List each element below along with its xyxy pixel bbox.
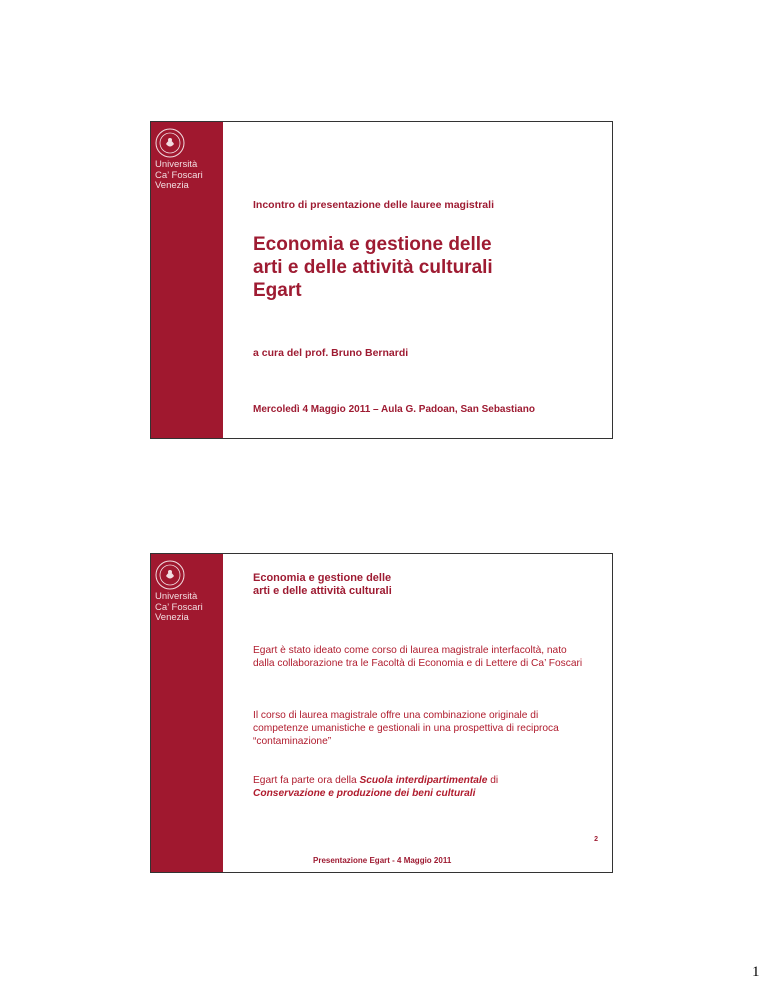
curator-line: a cura del prof. Bruno Bernardi — [253, 347, 409, 359]
paragraph-text: di — [487, 775, 499, 786]
event-line: Mercoledì 4 Maggio 2011 – Aula G. Padoan, San Sebastiano — [253, 404, 535, 415]
page-number: 1 — [752, 964, 760, 980]
paragraph-intro: Egart è stato ideato come corso di laurea magistrale interfacoltà, nato dalla collaborazione tra le Facoltà di Economia e di Lettere di Ca’ Foscari — [253, 645, 583, 669]
title-line: Egart — [253, 280, 302, 301]
university-line: Ca’ Foscari — [155, 169, 203, 181]
paragraph-school — [253, 774, 583, 800]
university-line: Venezia — [155, 180, 189, 191]
slide-2 — [150, 553, 613, 873]
slide-1 — [150, 121, 613, 439]
title-line: arti e delle attività culturali — [253, 257, 493, 278]
slide-number: 2 — [594, 836, 598, 843]
university-line: Università — [155, 591, 198, 602]
school-subject: Conservazione e produzione dei beni culturali — [253, 788, 476, 799]
title-line: Economia e gestione delle — [253, 234, 492, 255]
brand-sidebar — [151, 554, 223, 872]
university-line: Venezia — [155, 612, 189, 623]
university-name — [155, 160, 203, 192]
brand-sidebar — [151, 122, 223, 438]
slide-title — [253, 233, 493, 302]
university-line: Università — [155, 159, 198, 170]
paragraph-offer: Il corso di laurea magistrale offre una combinazione originale di competenze umanistiche e gestionali in una prospettiva di reciproca “contaminazione” — [253, 710, 559, 747]
university-line: Ca’ Foscari — [155, 601, 203, 613]
slide-subtitle: Incontro di presentazione delle lauree magistrali — [253, 199, 494, 211]
heading-line: arti e delle attività culturali — [253, 585, 392, 597]
heading-line: Economia e gestione delle — [253, 572, 392, 584]
slide-footer: Presentazione Egart - 4 Maggio 2011 — [313, 856, 452, 865]
slide-heading — [253, 572, 392, 598]
paragraph-text: Egart fa parte ora della — [253, 775, 360, 786]
university-seal-icon — [155, 560, 185, 590]
university-name — [155, 592, 203, 624]
school-name: Scuola interdipartimentale — [359, 775, 488, 786]
university-seal-icon — [155, 128, 185, 158]
